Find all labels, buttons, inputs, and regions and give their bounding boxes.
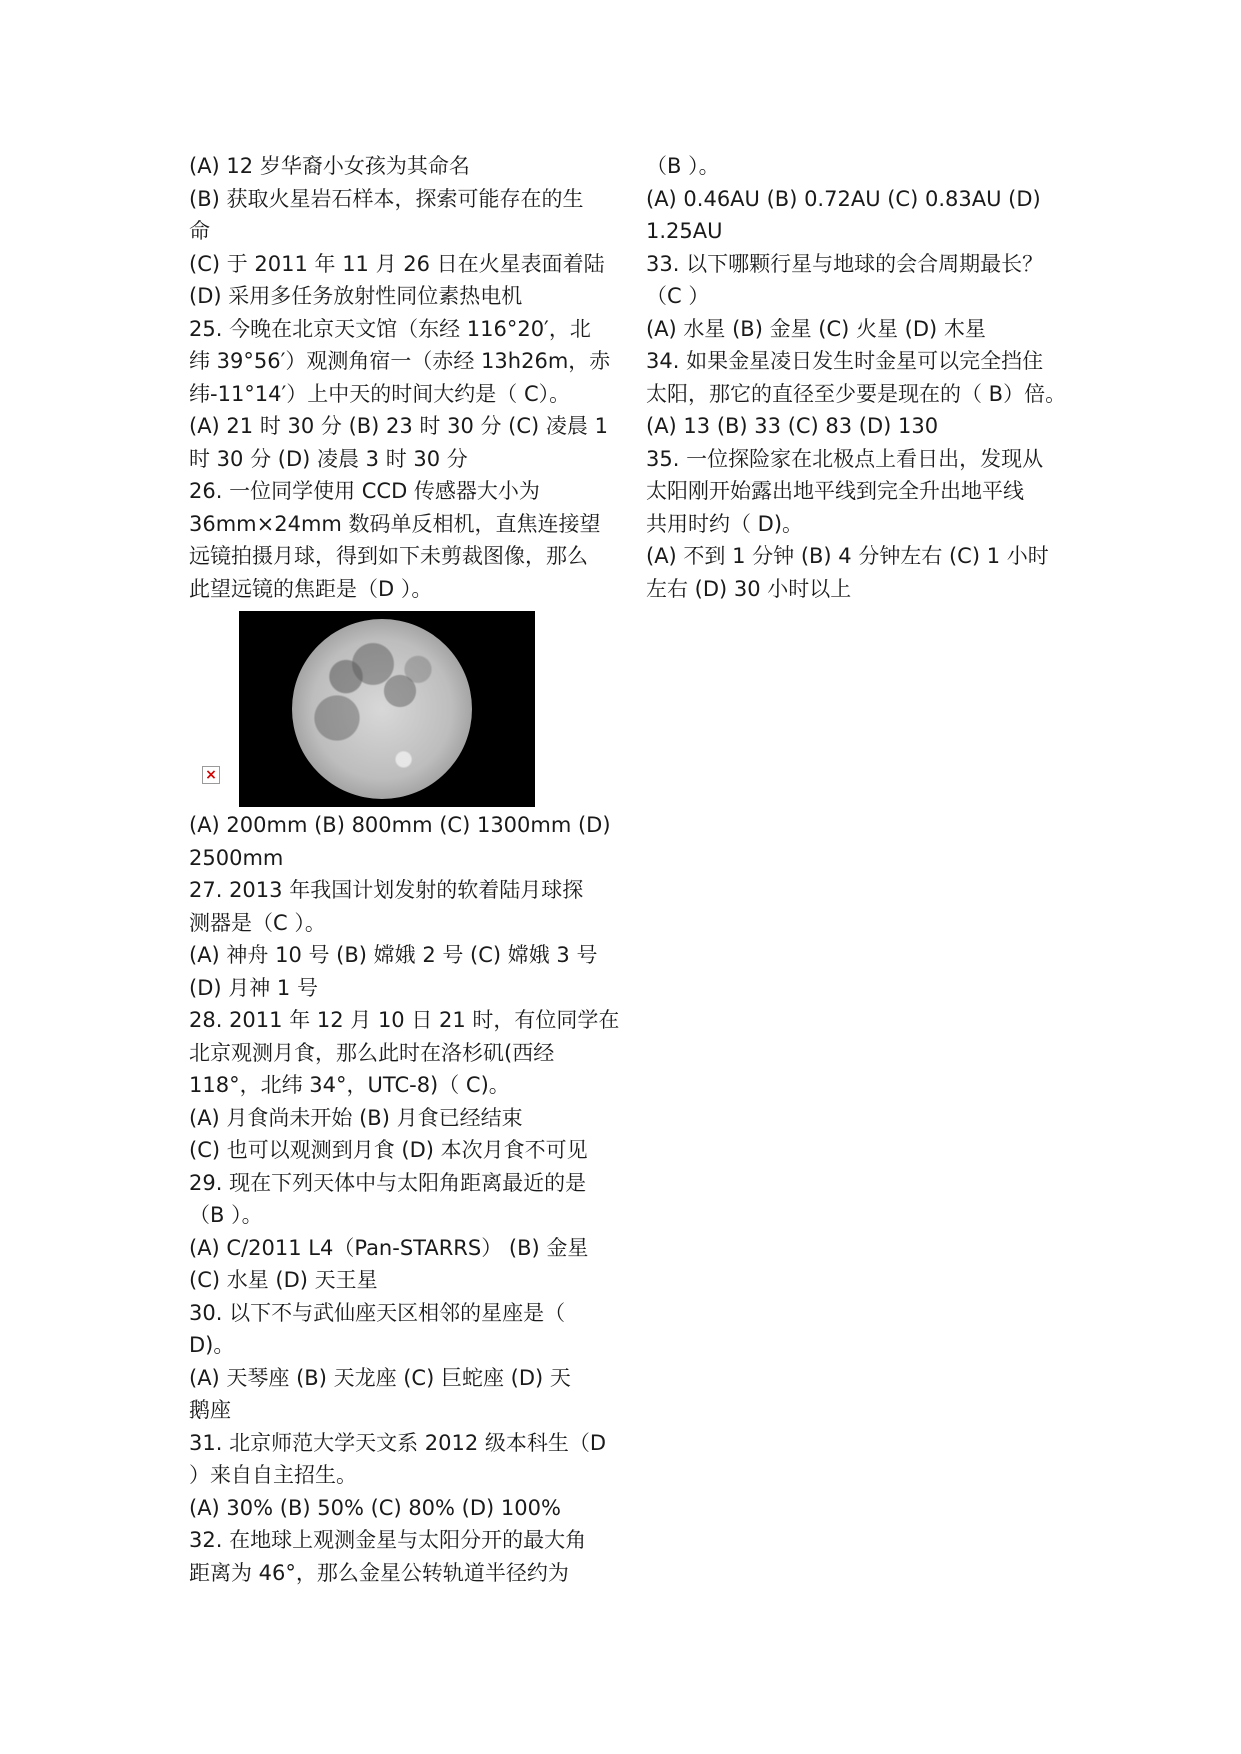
text-line: (D) 月神 1 号 — [189, 975, 318, 1000]
text-line: 30. 以下不与武仙座天区相邻的星座是（ — [189, 1300, 566, 1325]
text-line: 太阳，那它的直径至少要是现在的（ B）倍。 — [646, 381, 1067, 406]
text-line: 2500mm — [189, 845, 284, 870]
text-line: 118°，北纬 34°，UTC-8)（ C)。 — [189, 1073, 510, 1097]
full-moon-image — [292, 619, 472, 799]
text-line: (A) 神舟 10 号 (B) 嫦娥 2 号 (C) 嫦娥 3 号 — [189, 943, 598, 967]
text-line: 31. 北京师范大学天文系 2012 级本科生（D — [189, 1430, 607, 1455]
text-line: 35. 一位探险家在北极点上看日出，发现从 — [646, 446, 1044, 471]
left-text-after-figure — [189, 809, 620, 1589]
text-line: 27. 2013 年我国计划发射的软着陆月球探 — [189, 878, 584, 902]
text-line: (D) 采用多任务放射性同位素热电机 — [189, 284, 523, 308]
text-line: 距离为 46°，那么金星公转轨道半径约为 — [189, 1560, 569, 1585]
text-line: 26. 一位同学使用 CCD 传感器大小为 — [189, 479, 540, 503]
text-line: 25. 今晚在北京天文馆（东经 116°20′，北 — [189, 316, 591, 341]
text-line: (A) C/2011 L4（Pan-STARRS） (B) 金星 — [189, 1235, 589, 1260]
text-line: 纬-11°14′）上中天的时间大约是（ C）。 — [189, 381, 571, 406]
text-line: 太阳刚开始露出地平线到完全升出地平线 — [646, 479, 1024, 503]
text-line: D)。 — [189, 1333, 235, 1357]
text-line: 左右 (D) 30 小时以上 — [646, 576, 852, 601]
left-text-before-figure — [189, 150, 611, 605]
right-column — [646, 150, 1067, 605]
text-line: 34. 如果金星凌日发生时金星可以完全挡住 — [646, 349, 1044, 373]
text-line: (C) 水星 (D) 天王星 — [189, 1268, 378, 1292]
text-line: （C ） — [646, 284, 710, 308]
moon-photo — [239, 611, 535, 807]
text-line: ）来自自主招生。 — [189, 1463, 357, 1487]
text-line: (A) 月食尚未开始 (B) 月食已经结束 — [189, 1105, 523, 1130]
text-line: (A) 12 岁华裔小女孩为其命名 — [189, 154, 470, 178]
broken-image-glyph: × — [205, 767, 217, 783]
text-line: 鹅座 — [189, 1398, 231, 1422]
text-line: 33. 以下哪颗行星与地球的会合周期最长？ — [646, 251, 1044, 276]
text-line: 测器是（C ）。 — [189, 910, 326, 935]
text-line: (A) 30% (B) 50% (C) 80% (D) 100% — [189, 1495, 561, 1520]
text-line: (C) 于 2011 年 11 月 26 日在火星表面着陆 — [189, 251, 605, 276]
text-line: (B) 获取火星岩石样本，探索可能存在的生 — [189, 186, 584, 211]
left-column — [189, 150, 620, 1589]
text-line: （B ）。 — [189, 1203, 263, 1227]
text-line: (A) 水星 (B) 金星 (C) 火星 (D) 木星 — [646, 316, 986, 341]
text-line: (A) 13 (B) 33 (C) 83 (D) 130 — [646, 414, 939, 438]
text-line: 36mm×24mm 数码单反相机，直焦连接望 — [189, 511, 601, 536]
text-line: 32. 在地球上观测金星与太阳分开的最大角 — [189, 1528, 587, 1552]
text-line: 28. 2011 年 12 月 10 日 21 时，有位同学在 — [189, 1008, 620, 1032]
text-line: 命 — [189, 219, 210, 243]
text-line: (A) 天琴座 (B) 天龙座 (C) 巨蛇座 (D) 天 — [189, 1365, 571, 1390]
broken-image-icon — [202, 766, 220, 784]
text-line: 此望远镜的焦距是（D ）。 — [189, 576, 433, 601]
text-line: 1.25AU — [646, 219, 723, 243]
text-line: 共用时约（ D)。 — [646, 511, 804, 536]
right-text — [646, 150, 1067, 605]
text-line: 29. 现在下列天体中与太阳角距离最近的是 — [189, 1170, 587, 1195]
text-line: (A) 200mm (B) 800mm (C) 1300mm (D) — [189, 813, 611, 837]
text-line: (A) 不到 1 分钟 (B) 4 分钟左右 (C) 1 小时 — [646, 544, 1049, 568]
text-line: 时 30 分 (D) 凌晨 3 时 30 分 — [189, 446, 468, 471]
moon-figure — [189, 611, 604, 807]
text-line: (A) 21 时 30 分 (B) 23 时 30 分 (C) 凌晨 1 — [189, 414, 608, 438]
text-line: （B ）。 — [646, 154, 720, 178]
text-line: (C) 也可以观测到月食 (D) 本次月食不可见 — [189, 1138, 588, 1162]
text-line: 远镜拍摄月球，得到如下未剪裁图像，那么 — [189, 544, 588, 568]
text-line: (A) 0.46AU (B) 0.72AU (C) 0.83AU (D) — [646, 186, 1041, 211]
text-line: 纬 39°56′）观测角宿一（赤经 13h26m，赤 — [189, 349, 611, 373]
text-line: 北京观测月食，那么此时在洛杉矶(西经 — [189, 1040, 555, 1065]
